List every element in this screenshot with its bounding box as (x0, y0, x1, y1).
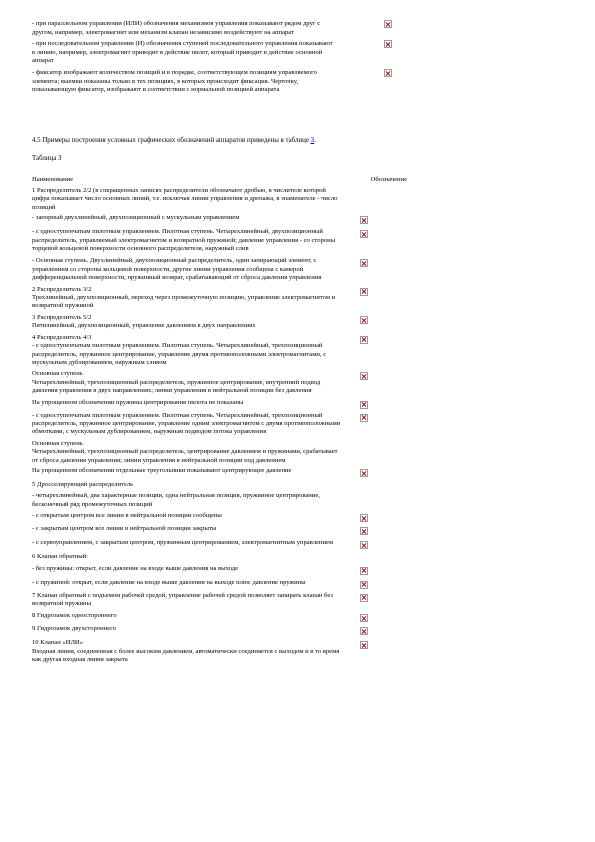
row-designation (354, 214, 404, 224)
broken-image-icon (360, 581, 368, 589)
row-description: Основная ступень Четырехлинейный, трехпозиционный распределитель, центрирование давлением и пружинами, срабатывает от сброса давления управления; линии управления в нейтральной позиции под давлением (32, 439, 338, 464)
row-designation (354, 565, 404, 575)
broken-image-icon (360, 288, 368, 296)
row-description: - Основная ступень. Двухлинейный, двухпозиционный распределитель, один запирающий элемент, с управлением со стороны кольцевой поверхности, другие линии управления сообщена с камерой дифференциальной поверхности, пружинный возврат, срабатывающий от сброса давления управления (32, 257, 322, 282)
row-description: 10 Клапан «ИЛИ» Входная линия, соединенная с более высоким давлением, автоматически соединяется с выходом и в то время как другая входная линия закрыта (32, 639, 340, 664)
row-description: 6 Клапан обратный: (32, 553, 89, 561)
table-row (32, 512, 572, 522)
broken-image-icon (360, 641, 368, 649)
broken-image-icon (360, 372, 368, 380)
row-designation (354, 525, 404, 535)
table-row (32, 334, 572, 368)
row-designation (354, 399, 404, 409)
row-description: Основная ступень Четырехлинейный, трехпозиционный распределитель, пружинное центрирование, внутренний подвод давления управления в двух направлениях; линии управления в нейтральной позиции без давления (32, 370, 321, 395)
row-description: На упрощенном обозначении отдельные треугольники показывают центрирующее давление (32, 466, 292, 474)
designation-table (32, 176, 572, 668)
row-description: 8 Гидрозамок одностороннего (32, 612, 117, 620)
table-row (32, 286, 572, 311)
row-description: 9 Гидрозамок двухстороннего (32, 625, 116, 633)
row-designation (354, 625, 404, 635)
intro-item-text: - при последовательном управлении (И) обозначения ступеней последовательного управления показывают в линию, например, электромагнит приводит в действие пилот, который приводит в действие основной аппарат (32, 40, 333, 65)
table-row (32, 579, 572, 589)
broken-image-icon (360, 567, 368, 575)
intro-item (32, 20, 572, 37)
table-row (32, 481, 572, 489)
broken-image-icon (384, 69, 392, 77)
table-caption: Таблица 3 (32, 155, 62, 162)
intro-item-text: - фиксатор изображают количеством позиций и в порядке, соответствующем позициям управляемого элемента; выемки показаны только в тех позициях, в которых происходит фиксация. Черточку, показывающую фиксатор, изображают в соответствии с нормальной позицией аппарата (32, 68, 317, 94)
row-description: 4 Распределитель 4/3 - с одноступенчатым пилотным управлением. Пилотная ступень. Четырехлинейный, трехпозиционный распределитель, пружинное центрирование, управление двумя противоположными электромагнитами, с мускульным дублированием, наружным сливом (32, 333, 327, 366)
broken-image-icon (360, 594, 368, 602)
row-designation (354, 257, 404, 267)
broken-image-icon (360, 627, 368, 635)
row-designation (354, 612, 404, 622)
table-row (32, 467, 572, 477)
broken-image-icon (360, 514, 368, 522)
row-designation (354, 334, 404, 344)
row-description: - с закрытым центром все линии в нейтральной позиции закрыты (32, 525, 217, 533)
row-description: - четырехлинейный, два характерные позиции, одна нейтральная позиция, пружинное центрирование, бесконечный ряд промежуточных позиций (32, 492, 320, 508)
table-row (32, 228, 572, 253)
row-description: 2 Распределитель 3/2 Трехлинейный, двухпозиционный, переход через промежуточную позицию, управление электромагнитом и возвратной пружиной (32, 285, 336, 310)
reference-end: . (314, 137, 316, 144)
table-row (32, 525, 572, 535)
row-designation (354, 286, 404, 296)
table-row (32, 370, 572, 395)
broken-image-icon (360, 527, 368, 535)
broken-image-icon (360, 541, 368, 549)
row-description: - с одноступенчатым пилотным управлением. Пилотная ступень. Четырехлинейный, двухпозиционный распределитель, управляемый электромагнитом и возвратной пружиной; давление управления - со стороны торцевой кольцевой поверхности основного распределителя, наружный слив (32, 228, 336, 253)
row-description: - с открытым центром все линии в нейтральной позиции сообщены (32, 512, 222, 520)
table-body (32, 187, 572, 665)
row-designation (354, 314, 404, 324)
row-description: 7 Клапан обратный с подъемом рабочей средой, управление рабочей средой позволяет запирать клапан без возвратной пружины (32, 591, 333, 607)
table-row (32, 257, 572, 282)
intro-item (32, 40, 572, 66)
broken-image-icon (360, 336, 368, 344)
intro-item (32, 69, 572, 95)
row-designation (354, 592, 404, 602)
table-header (32, 176, 572, 183)
table-row (32, 553, 572, 561)
table-row (32, 399, 572, 409)
header-name: Наименование (32, 176, 74, 183)
table-row (32, 214, 572, 224)
row-designation (354, 639, 404, 649)
table-row (32, 492, 572, 509)
row-designation (354, 228, 404, 238)
table-row (32, 539, 572, 549)
table-row (32, 440, 572, 465)
intro-list (32, 20, 572, 98)
table-row (32, 639, 572, 664)
row-description: 5 Дросселирующий распределитель (32, 480, 134, 488)
broken-image-icon (360, 216, 368, 224)
table-row (32, 592, 572, 609)
broken-image-icon (360, 469, 368, 477)
broken-image-icon (384, 20, 392, 28)
row-description: - с одноступенчатым пилотным управлением. Пилотная ступень. Четырехлинейный, трехпозиционный распределитель, пружинное центрирование, управление одним электромагнитом с двумя противоположными обмотками, с мускульным дублированием, наружным подводом потока управления (32, 411, 341, 436)
row-designation (354, 370, 404, 380)
row-designation (354, 539, 404, 549)
row-designation (354, 412, 404, 422)
table-row (32, 625, 572, 635)
row-description: - запорный двухлинейный, двухпозиционный с мускульным управлением (32, 214, 240, 222)
broken-image-icon (360, 614, 368, 622)
broken-image-icon (384, 40, 392, 48)
row-description: На упрощенном обозначении пружины центрирования пилота не показаны (32, 398, 244, 406)
table-reference-paragraph (32, 136, 572, 145)
table-row (32, 187, 572, 212)
broken-image-icon (360, 401, 368, 409)
row-description: - с пружиной: открыт, если давление на входе выше давления на выходе плюс давление пружины (32, 578, 306, 586)
broken-image-icon (360, 230, 368, 238)
row-description: - без пружины: открыт, если давление на входе выше давления на выходе (32, 564, 239, 572)
row-designation (354, 579, 404, 589)
broken-image-icon (360, 259, 368, 267)
row-designation (354, 467, 404, 477)
row-description: 3 Распределитель 5/2 Пятилинейный, двухпозиционный, управление давлением в двух направлениях (32, 313, 256, 330)
row-description: - с сервоуправлением, с закрытым центром, пружинным центрированием, электромагнитным управлением (32, 539, 334, 547)
table-row (32, 314, 572, 331)
table-row (32, 412, 572, 437)
reference-text: 4.5 Примеры построения условных графических обозначений аппаратов приведены в таблице (32, 137, 311, 144)
table-row (32, 612, 572, 622)
table-link[interactable]: 3 (310, 137, 315, 144)
broken-image-icon (360, 316, 368, 324)
broken-image-icon (360, 414, 368, 422)
table-row (32, 565, 572, 575)
intro-item-text: - при параллельном управлении (ИЛИ) обозначения механизмов управления показывают рядом друг с другом, например, электромагнит или механизм клапан независимо воздействуют на аппарат (32, 20, 321, 36)
header-designation: Обозначение (370, 176, 407, 183)
row-description: 1 Распределитель 2/2 (в сокращенных записях распределители обозначают дробью, в числителе которой цифра показывает число основных линий, т.е. исключая линии управления и дренажа, в знаменателе - число позиций (32, 187, 338, 211)
row-designation (354, 512, 404, 522)
